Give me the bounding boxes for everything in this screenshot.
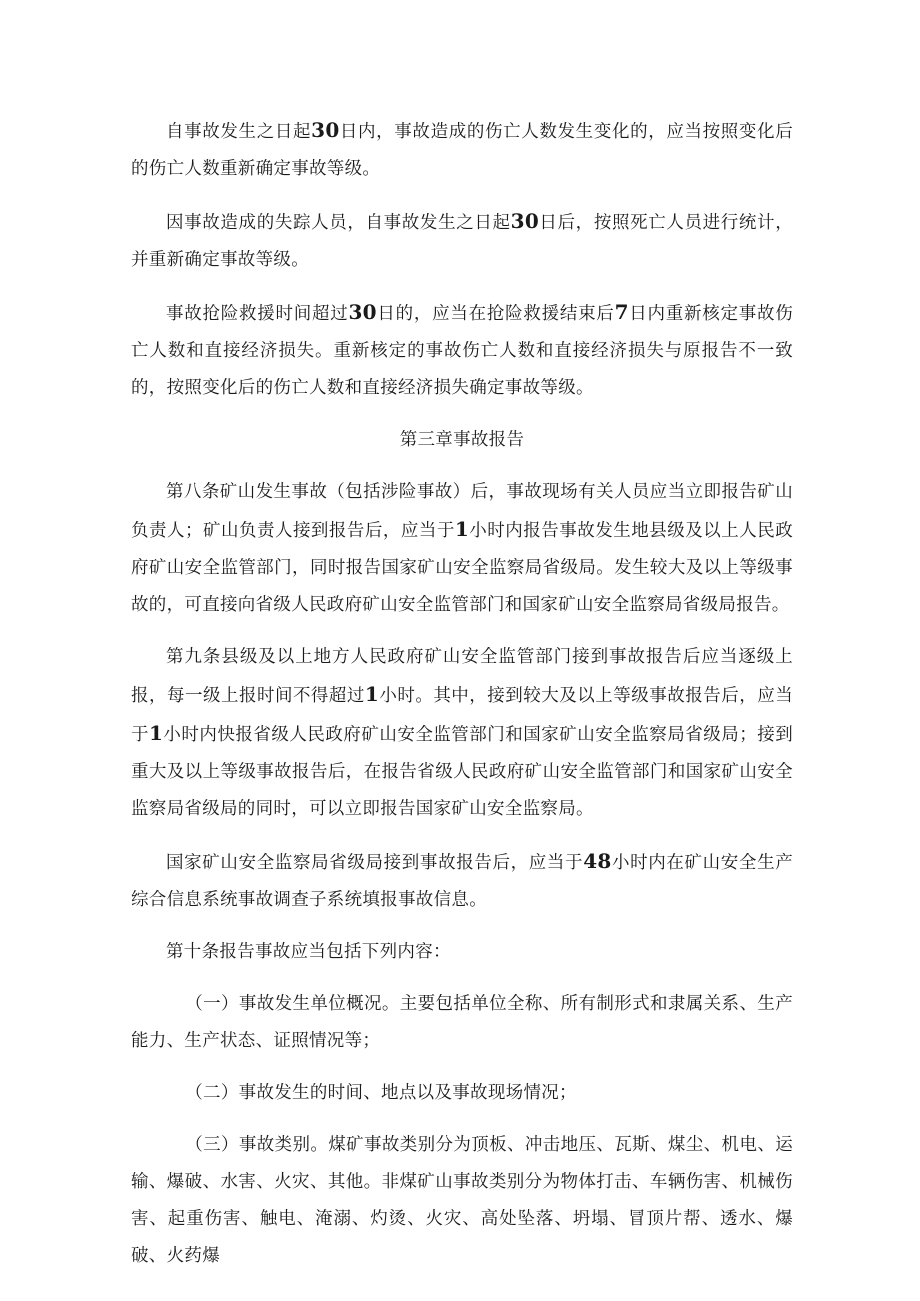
paragraph-text: 日内，事故造成的伤亡人数发生变化的，应当按照变化后的伤亡人数重新确定事故等级。 (131, 122, 793, 179)
emphasized-number: 7 (614, 300, 629, 324)
paragraph-text: 日的，应当在抢险救援结束后 (376, 304, 615, 324)
paragraph-text: 小时内报告事故发生地县级及以上人民政府矿山安全监管部门，同时报告国家矿山安全监察局省级局。发生较大及以上等级事故的，可直接向省级人民政府矿山安全监管部门和国家矿山安全监察局省级局报告。 (131, 521, 793, 615)
paragraph-text: 第八条矿山发生事故（包括涉险事故）后，事故现场有关人员应当立即报告矿山负责人；矿山负责人接到报告后，应当于 (131, 482, 793, 541)
emphasized-number: 1 (149, 721, 164, 745)
paragraph-text: （一）事故发生单位概况。主要包括单位全称、所有制形式和隶属关系、生产能力、生产状态、证照情况等； (131, 994, 793, 1051)
emphasized-number: 48 (583, 849, 612, 873)
paragraph-p10 (131, 1127, 793, 1275)
paragraph-text: 第九条县级及以上地方人民政府矿山安全监管部门接到事故报告后应当逐级上报，每一级上报时间不得超过 (131, 647, 793, 706)
paragraph-p9 (131, 1075, 793, 1112)
paragraph-p8 (131, 986, 793, 1060)
paragraph-text: 日内重新核定事故伤亡人数和直接经济损失。重新核定的事故伤亡人数和直接经济损失与原报告不一致的，按照变化后的伤亡人数和直接经济损失确定事故等级。 (131, 304, 793, 398)
paragraph-p6 (131, 843, 793, 919)
emphasized-number: 30 (311, 118, 340, 142)
paragraph-p7 (131, 934, 793, 971)
emphasized-number: 30 (510, 209, 540, 233)
paragraph-text: 国家矿山安全监察局省级局接到事故报告后，应当于 (166, 853, 584, 873)
paragraph-text: （三）事故类别。煤矿事故类别分为顶板、冲击地压、瓦斯、煤尘、机电、运输、爆破、水害、火灾、其他。非煤矿山事故类别分为物体打击、车辆伤害、机械伤害、起重伤害、触电、淹溺、灼烫、火灾、高处坠落、坍塌、冒顶片帮、透水、爆破、火药爆 (131, 1135, 793, 1266)
document-page (131, 112, 793, 1290)
paragraph-text: 自事故发生之日起 (166, 122, 312, 142)
emphasized-number: 1 (454, 517, 470, 541)
paragraph-text: 小时内在矿山安全生产综合信息系统事故调查子系统填报事故信息。 (131, 853, 794, 910)
emphasized-number: 1 (364, 682, 380, 706)
paragraph-text: （二）事故发生的时间、地点以及事故现场情况； (185, 1083, 577, 1103)
paragraph-text: 日后，按照死亡人员进行统计，并重新确定事故等级。 (131, 213, 793, 270)
paragraph-p5 (131, 639, 793, 828)
paragraph-p3 (131, 294, 793, 407)
paragraph-text: 第十条报告事故应当包括下列内容： (166, 942, 451, 962)
paragraph-text: 因事故造成的失踪人员，自事故发生之日起 (166, 213, 511, 233)
chapter-title: 第三章事故报告 (399, 430, 525, 450)
paragraph-text: 事故抢险救援时间超过 (166, 304, 349, 324)
emphasized-number: 30 (348, 300, 377, 324)
paragraph-text: 小时。其中，接到较大及以上等级事故报告后，应当于 (131, 686, 793, 745)
paragraph-p1 (131, 112, 793, 188)
paragraph-p2 (131, 203, 793, 279)
paragraph-text: 小时内快报省级人民政府矿山安全监管部门和国家矿山安全监察局省级局；接到重大及以上等级事故报告后，在报告省级人民政府矿山安全监管部门和国家矿山安全监察局省级局的同时，可以立即报告国家矿山安全监察局。 (131, 725, 793, 819)
paragraph-p4 (131, 474, 793, 624)
